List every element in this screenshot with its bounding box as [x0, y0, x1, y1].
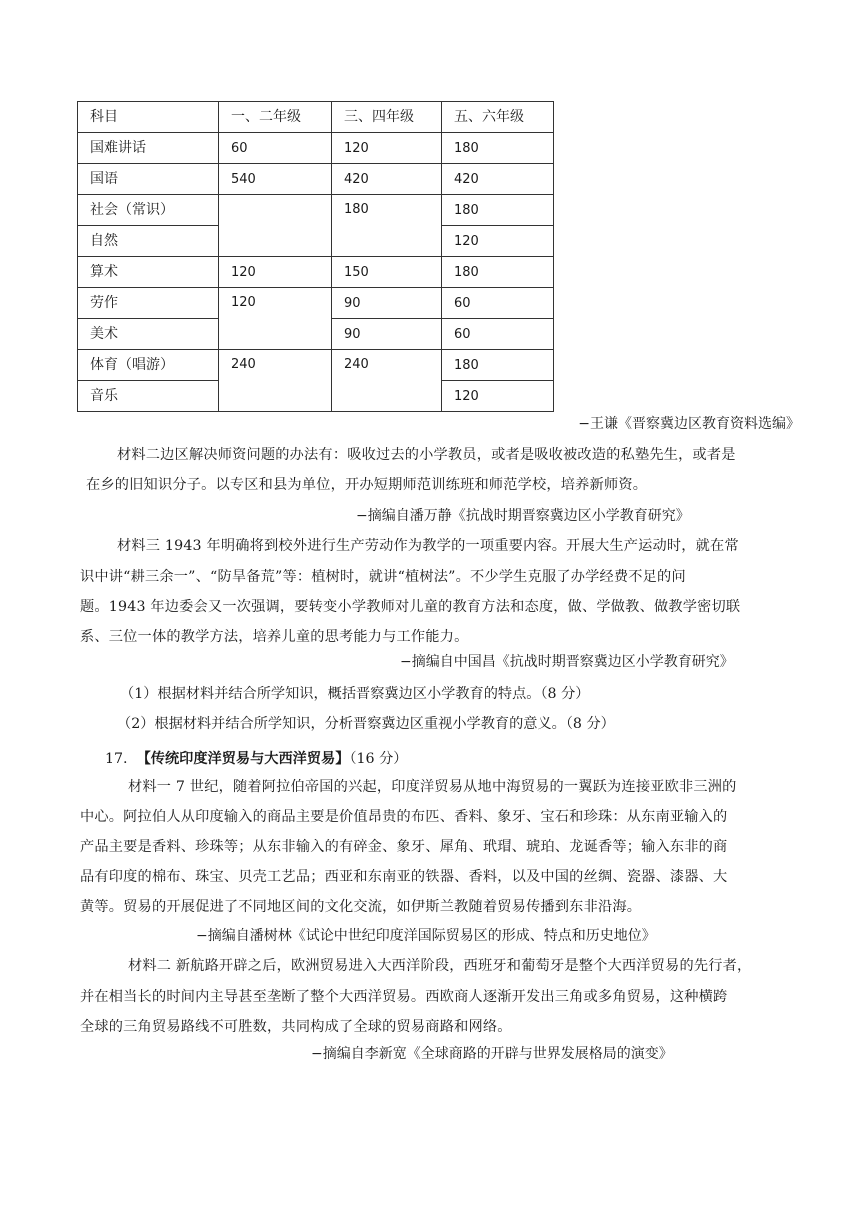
hours-cell: 90	[332, 319, 442, 350]
hours-cell: 180	[442, 133, 554, 164]
subject-cell: 劳作	[78, 288, 219, 319]
question17-heading	[105, 748, 407, 768]
hours-cell: 180	[442, 350, 554, 381]
question-1: （1）根据材料并结合所学知识，概括晋察冀边区小学教育的特点。（8 分）	[120, 686, 590, 702]
curriculum-table	[77, 101, 554, 412]
hours-cell: 180	[442, 195, 554, 226]
question-2: （2）根据材料并结合所学知识，分析晋察冀边区重视小学教育的意义。（8 分）	[117, 716, 615, 732]
q17-material2-line: 材料二 新航路开辟之后，欧洲贸易进入大西洋阶段，西班牙和葡萄牙是整个大西洋贸易的先行者，	[128, 958, 752, 974]
table-header-cell: 三、四年级	[332, 102, 442, 133]
hours-cell: 90	[332, 288, 442, 319]
material3-line: 识中讲“耕三余一”、“防旱备荒”等：植树时，就讲“植树法”。不少学生克服了办学经费不足的问	[80, 569, 686, 585]
material3-line: 系、三位一体的教学方法，培养儿童的思考能力与工作能力。	[80, 629, 469, 645]
hours-cell: 240	[332, 350, 442, 412]
subject-cell: 算术	[78, 257, 219, 288]
hours-cell: 120	[219, 288, 332, 350]
subject-cell: 社会（常识）	[78, 195, 219, 226]
hours-cell: 420	[332, 164, 442, 195]
q17-material1-line: 黄等。贸易的开展促进了不同地区间的文化交流，如伊斯兰教随着贸易传播到东非沿海。	[80, 899, 642, 915]
table-header-cell: 科目	[78, 102, 219, 133]
question-title: 【传统印度洋贸易与大西洋贸易】	[136, 751, 350, 767]
table-row	[78, 288, 554, 319]
hours-cell: 60	[442, 288, 554, 319]
table-row	[78, 350, 554, 381]
hours-cell: 540	[219, 164, 332, 195]
material2-line: 在乡的旧知识分子。以专区和县为单位，开办短期师范训练班和师范学校，培养新师资。	[86, 477, 648, 493]
hours-cell: 120	[442, 226, 554, 257]
hours-cell: 180	[332, 195, 442, 257]
table-row	[78, 133, 554, 164]
material2-line: 材料二边区解决师资问题的办法有：吸收过去的小学教员，或者是吸收被改造的私塾先生，或者是	[117, 447, 736, 463]
q17-material2-line: 并在相当长的时间内主导甚至垄断了整个大西洋贸易。西欧商人逐渐开发出三角或多角贸易，这种横跨	[80, 989, 728, 1005]
table-row	[78, 164, 554, 195]
table-header-cell: 一、二年级	[219, 102, 332, 133]
q17-material1-source: −摘编自潘树林《试论中世纪印度洋国际贸易区的形成、特点和历史地位》	[196, 928, 656, 944]
q17-material2-source: −摘编自李新宽《全球商路的开辟与世界发展格局的演变》	[311, 1046, 673, 1062]
subject-cell: 国语	[78, 164, 219, 195]
hours-cell: 120	[219, 257, 332, 288]
hours-cell: 120	[442, 381, 554, 412]
subject-cell: 国难讲话	[78, 133, 219, 164]
question-score: （16 分）	[349, 751, 408, 767]
q17-material2-line: 全球的三角贸易路线不可胜数，共同构成了全球的贸易商路和网络。	[80, 1019, 512, 1035]
q17-material1-line: 产品主要是香料、珍珠等；从东非输入的有碎金、象牙、犀角、玳瑁、琥珀、龙诞香等；输入东非的商	[80, 839, 728, 855]
hours-cell: 60	[219, 133, 332, 164]
material3-line: 材料三 1943 年明确将到校外进行生产劳动作为教学的一项重要内容。开展大生产运动时，就在常	[117, 538, 739, 554]
hours-cell: 240	[219, 350, 332, 412]
table-row	[78, 195, 554, 226]
hours-cell: 60	[442, 319, 554, 350]
hours-cell: 180	[442, 257, 554, 288]
material3-source: −摘编自中国昌《抗战时期晋察冀边区小学教育研究》	[400, 654, 734, 670]
material2-source: −摘编自潘万静《抗战时期晋察冀边区小学教育研究》	[356, 508, 690, 524]
table-header-cell: 五、六年级	[442, 102, 554, 133]
hours-cell: 120	[332, 133, 442, 164]
hours-cell: 150	[332, 257, 442, 288]
subject-cell: 美术	[78, 319, 219, 350]
question-number: 17.	[105, 751, 128, 767]
subject-cell: 体育（唱游）	[78, 350, 219, 381]
material3-line: 题。1943 年边委会又一次强调，要转变小学教师对儿童的教育方法和态度，做、学做教、做教学密切联	[80, 599, 741, 615]
hours-cell: 420	[442, 164, 554, 195]
table-row	[78, 257, 554, 288]
q17-material1-line: 中心。阿拉伯人从印度输入的商品主要是价值昂贵的布匹、香料、象牙、宝石和珍珠：从东南亚输入的	[80, 809, 728, 825]
hours-cell-empty	[219, 195, 332, 257]
table-header-row	[78, 102, 554, 133]
q17-material1-line: 品有印度的棉布、珠宝、贝壳工艺品；西亚和东南亚的铁器、香料，以及中国的丝绸、瓷器、漆器、大	[80, 869, 728, 885]
q17-material1-line: 材料一 7 世纪，随着阿拉伯帝国的兴起，印度洋贸易从地中海贸易的一翼跃为连接亚欧非三洲的	[128, 779, 737, 795]
subject-cell: 自然	[78, 226, 219, 257]
subject-cell: 音乐	[78, 381, 219, 412]
table-source: −王谦《晋察冀边区教育资料选编》	[578, 416, 800, 432]
